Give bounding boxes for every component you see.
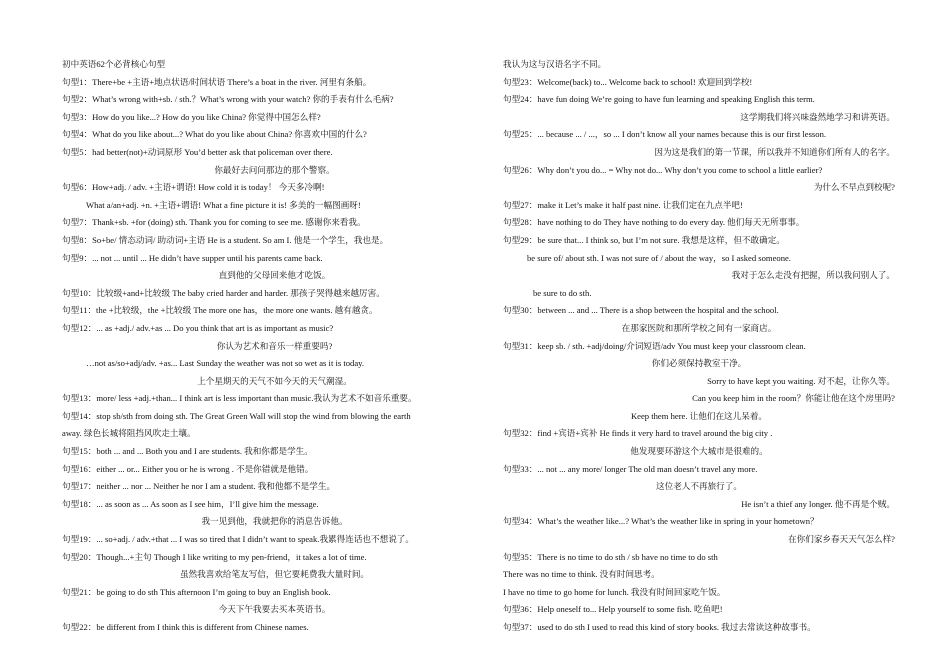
right-column-line: 这位老人不再旅行了。 <box>656 481 742 492</box>
right-column-line: 句型27：make it Let’s make it half past nine. 让我们定在九点半吧! <box>503 199 743 210</box>
left-column-line: 句型17：neither ... nor ... Neither he nor I am a student. 我和他都不是学生。 <box>62 481 336 492</box>
left-column-line: 句型19：... so+adj. / adv.+that ... I was so tired that I didn’t want to speak.我累得连话也不想说了。 <box>62 534 414 545</box>
left-column-line: 你认为艺术和音乐一样重要吗? <box>216 340 333 351</box>
right-column-line: 我认为这与汉语名字不同。 <box>503 59 607 69</box>
left-column-line: 上个星期天的天气不如今天的天气潮湿。 <box>197 375 352 386</box>
right-column-line: be sure of/ about sth. I was not sure of / about the way，so I asked someone. <box>527 252 791 263</box>
left-column-line: 句型6：How+adj. / adv. +主语+谓语! How cold it is today！ 今天多冷啊! <box>62 182 325 193</box>
right-column-line: 我对于怎么走没有把握，所以我问别人了。 <box>731 270 895 281</box>
left-column-line: 句型15：both ... and ... Both you and I are students. 我和你都是学生。 <box>62 446 313 457</box>
left-column-line: 句型3：How do you like...? How do you like China? 你觉得中国怎么样? <box>62 111 321 122</box>
right-column-line: I have no time to go home for lunch. 我没有时间回家吃午饭。 <box>503 586 726 597</box>
right-column-line: He isn’t a thief any longer. 他不再是个贼。 <box>741 498 895 509</box>
right-column-line: 你们必须保持教室干净。 <box>651 358 747 369</box>
left-column-line: 句型22：be different from I think this is different from Chinese names. <box>62 622 309 632</box>
right-column-line: 句型36：Help oneself to... Help yourself to some fish. 吃鱼吧! <box>503 604 723 615</box>
left-column-line: 句型8：So+be/ 情态动词/ 助动词+主语 He is a student. So am I. 他是一个学生，我也是。 <box>62 234 389 245</box>
right-column-line: 在那家医院和那所学校之间有一家商店。 <box>621 322 777 333</box>
right-column-line: 句型33：... not ... any more/ longer The old man doesn’t travel any more. <box>503 463 758 474</box>
left-column-line: 句型10：比较级+and+比较级 The baby cried harder and harder. 那孩子哭得越来越厉害。 <box>62 287 385 298</box>
right-column-line: 句型26：Why don’t you do... = Why not do... Why don’t you come to school a little earlier? <box>503 164 823 175</box>
right-column-line: 为什么不早点到校呢? <box>813 182 895 193</box>
left-column-line: 句型4：What do you like about...? What do you like about China? 你喜欢中国的什么? <box>62 129 367 140</box>
right-column-line: be sure to do sth. <box>533 287 592 298</box>
right-column-line: 句型35：There is no time to do sth / sb have no time to do sth <box>503 551 718 562</box>
left-column-line: 句型16：either ... or... Either you or he is wrong . 不是你错就是他错。 <box>62 463 314 474</box>
left-column-line: 句型21：be going to do sth This afternoon I’m going to buy an English book. <box>62 586 331 597</box>
left-column-line: …not as/so+adj/adv. +as... Last Sunday the weather was not so wet as it is today. <box>86 358 365 369</box>
left-column-line: 直到他的父母回来他才吃饭。 <box>218 270 331 281</box>
left-column-line: 今天下午我要去买本英语书。 <box>218 604 331 615</box>
right-column-line: 句型24：have fun doing We’re going to have fun learning and speaking English this term. <box>503 94 815 105</box>
left-column-line: 你最好去问问那边的那个警察。 <box>214 164 335 175</box>
left-column-line: away. 绿色长城将阻挡风吹走土壤。 <box>62 428 196 439</box>
left-column-line: What a/an+adj. +n. +主语+谓语! What a fine picture it is! 多美的一幅图画呀! <box>86 199 361 210</box>
left-column-line: 句型5：had better(not)+动词原形 You’d better ask that policeman over there. <box>62 146 333 157</box>
left-column-line: 初中英语62个必背核心句型 <box>62 59 166 69</box>
left-column-line: 句型1：There+be +主语+地点状语/时间状语 There’s a boat in the river. 河里有条船。 <box>62 76 372 87</box>
left-column-line: 句型13：more/ less +adj.+than... I think art is less important than music.我认为艺术不如音乐重要。 <box>62 393 417 404</box>
right-column <box>503 56 895 637</box>
left-column-line: 句型18：... as soon as ... As soon as I see him，I’ll give him the message. <box>62 498 319 509</box>
left-column-line: 句型11：the +比较级，the +比较级 The more one has，the more one wants. 越有越贪。 <box>62 305 378 316</box>
right-column-line: 句型37：used to do sth I used to read this kind of story books. 我过去常读这种故事书。 <box>503 622 816 632</box>
right-column-line: 句型31：keep sb. / sth. +adj/doing/介词短语/adv You must keep your classroom clean. <box>503 340 806 351</box>
right-column-line: 句型28：have nothing to do They have nothing to do every day. 他们每天无所事事。 <box>503 217 805 228</box>
right-column-line: Can you keep him in the room？你能让他在这个房里吗? <box>692 393 895 404</box>
left-column-line: 句型14：stop sb/sth from doing sth. The Great Green Wall will stop the wind from blowing the earth <box>62 410 411 421</box>
right-column-line: 他发现要环游这个大城市是很难的。 <box>630 446 768 457</box>
left-column-line: 虽然我喜欢给笔友写信，但它要耗费我大量时间。 <box>179 569 370 580</box>
right-column-line: 句型34：What’s the weather like...? What’s the weather like in spring in your hometown？ <box>503 516 819 527</box>
right-column-line: 在你们家乡春天天气怎么样? <box>788 534 895 545</box>
right-column-line: There was no time to think. 没有时间思考。 <box>503 569 660 580</box>
right-column-line: 句型29：be sure that... I think so, but I’m not sure. 我想是这样，但不敢确定。 <box>503 234 785 245</box>
left-column-line: 我一见到他，我就把你的消息告诉他。 <box>201 516 348 527</box>
left-column-line: 句型9：... not ... until ... He didn’t have supper until his parents came back. <box>62 252 323 263</box>
right-column-line: 句型32：find +宾语+宾补 He finds it very hard to travel around the big city . <box>503 428 773 439</box>
right-column-line: 这学期我们将兴味盎然地学习和讲英语。 <box>740 111 895 122</box>
right-column-line: 句型30：between ... and ... There is a shop between the hospital and the school. <box>503 305 779 316</box>
left-column-line: 句型2：What’s wrong with+sb. / sth.？What’s wrong with your watch? 你的手表有什么毛病? <box>62 94 394 105</box>
left-column-line: 句型12：... as +adj./ adv.+as ... Do you think that art is as important as music? <box>62 322 334 333</box>
right-column-line: 句型25：... because ... / ...，so ... I don’t know all your names because this is our first lesson. <box>503 129 827 140</box>
left-column <box>62 56 487 637</box>
left-column-line: 句型20：Though...+主句 Though I like writing to my pen-friend，it takes a lot of time. <box>62 551 367 562</box>
right-column-line: 句型23：Welcome(back) to... Welcome back to school! 欢迎回到学校! <box>503 76 753 87</box>
right-column-line: 因为这是我们的第一节课，所以我并不知道你们所有人的名字。 <box>654 146 895 157</box>
right-column-line: Sorry to have kept you waiting. 对不起，让你久等。 <box>707 375 895 386</box>
left-column-line: 句型7：Thank+sb. +for (doing) sth. Thank you for coming to see me. 感谢你来看我。 <box>62 217 366 228</box>
right-column-line: Keep them here. 让他们在这儿呆着。 <box>630 410 768 421</box>
